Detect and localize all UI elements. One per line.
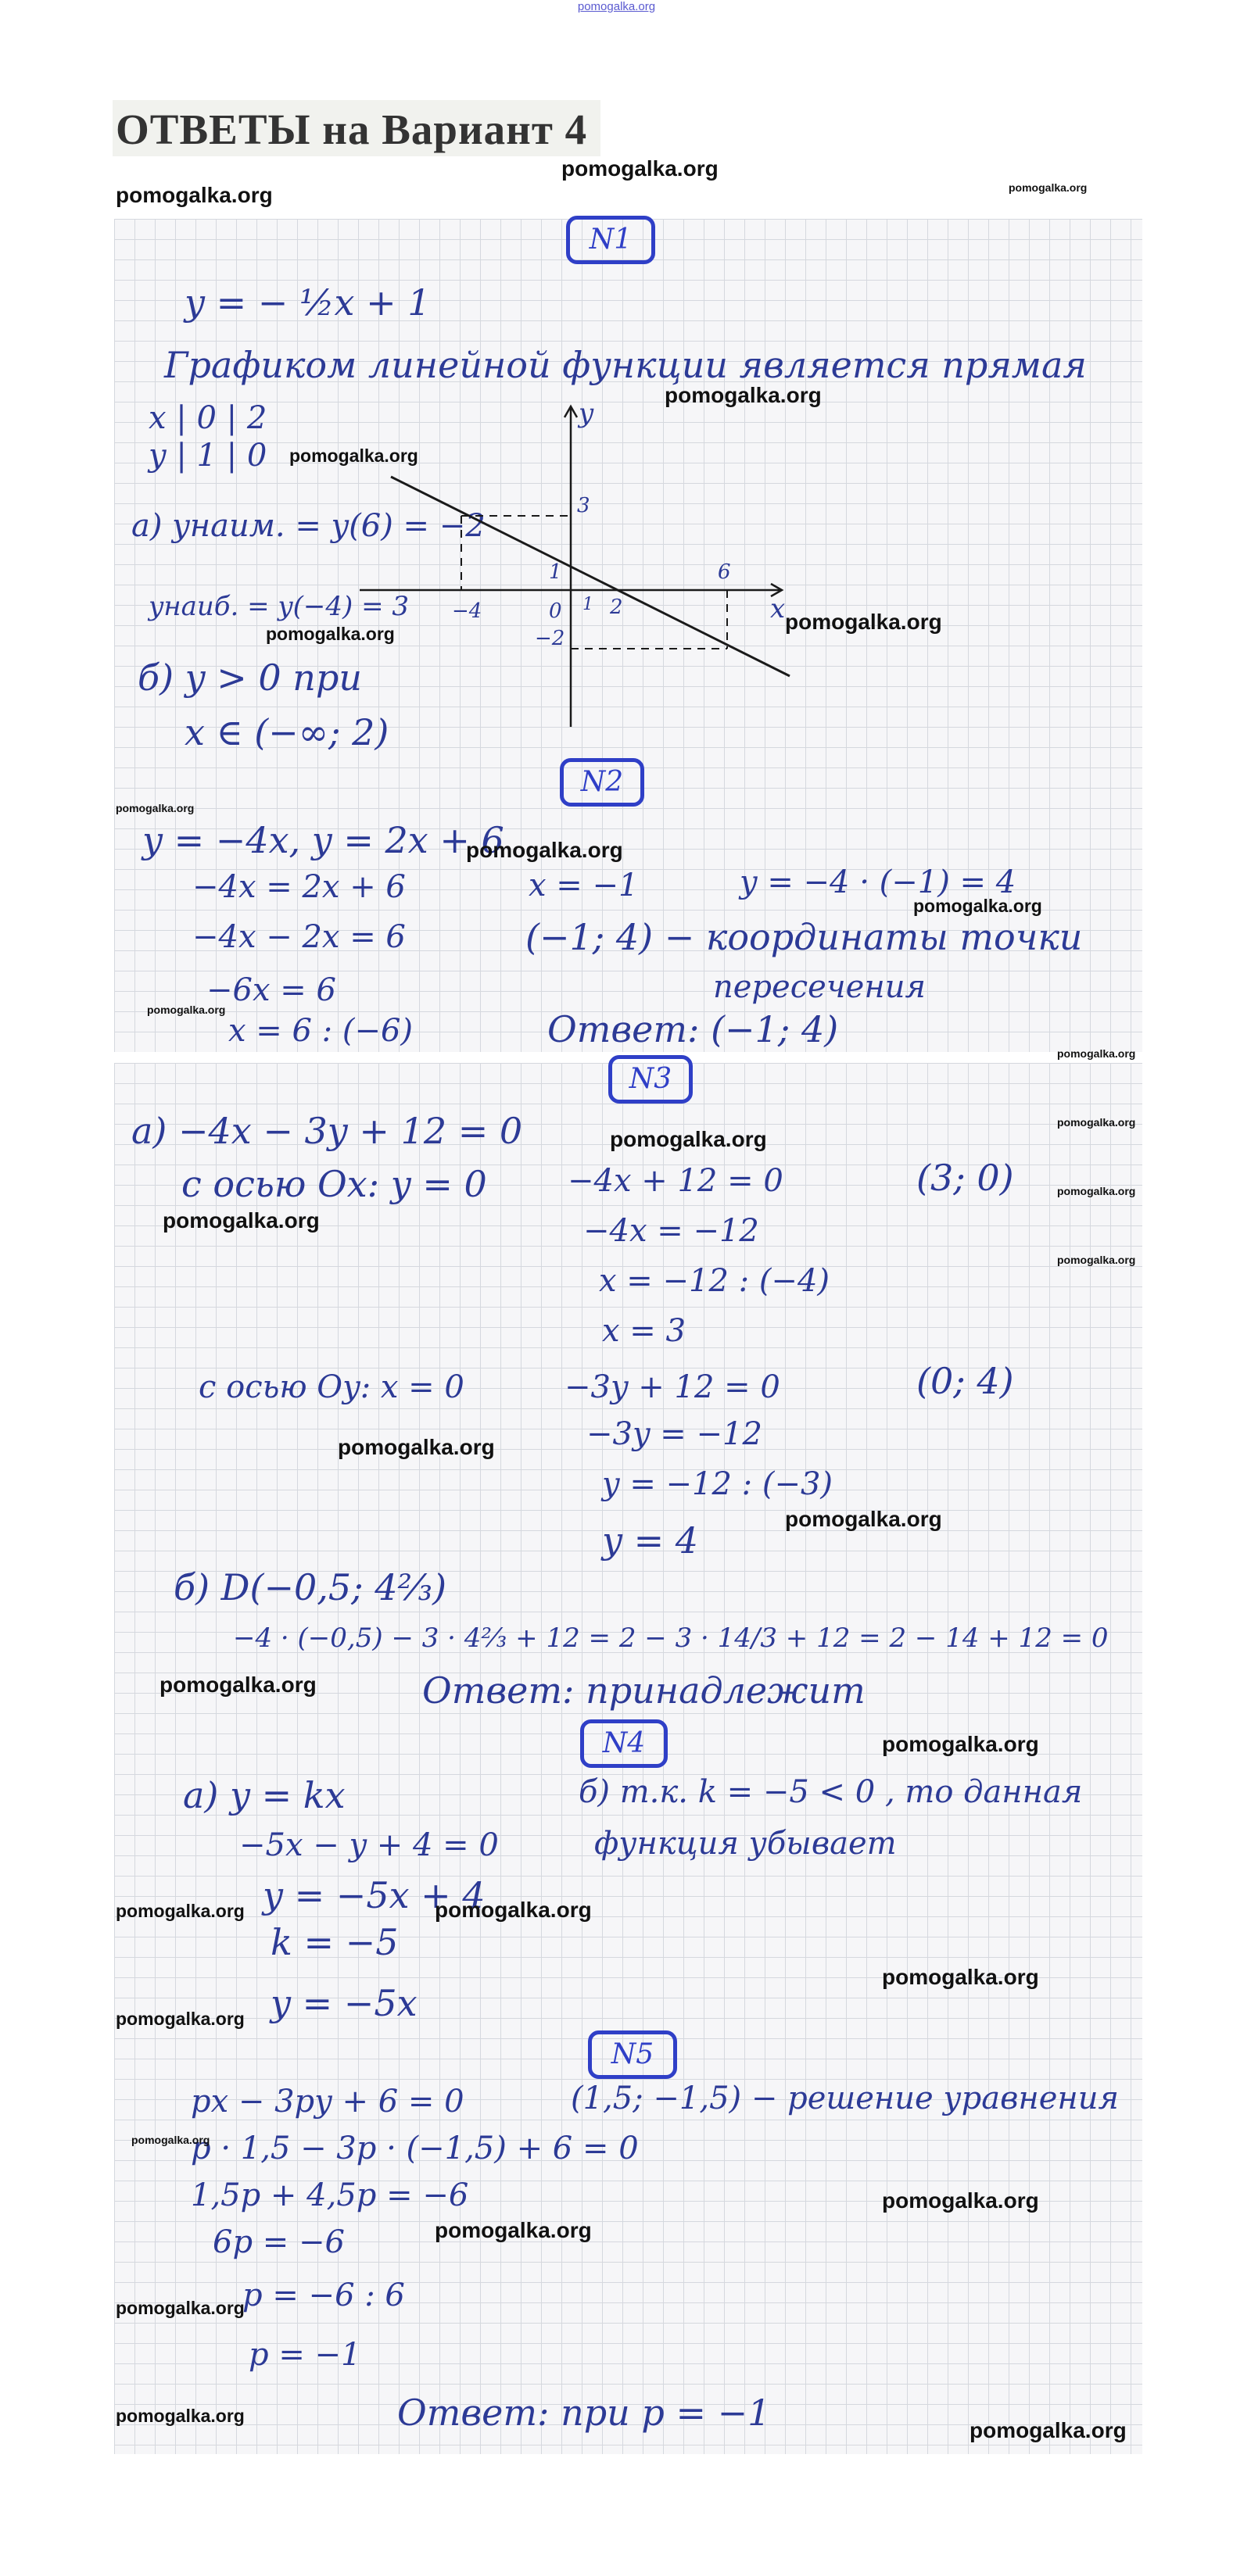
- graph-tick-neg4: −4: [452, 599, 482, 623]
- watermark: pomogalka.org: [163, 1208, 320, 1233]
- task-label-n5: N5: [588, 2030, 677, 2079]
- n4-b-line2: функция убывает: [594, 1826, 897, 1862]
- watermark: pomogalka.org: [785, 610, 942, 634]
- watermark: pomogalka.org: [160, 1673, 317, 1697]
- n3-a-line12: y = 4: [602, 1519, 699, 1562]
- n3-a-line5: x = −12 : (−4): [599, 1263, 830, 1299]
- graph-y-label: y: [579, 398, 594, 429]
- n4-a-line4: k = −5: [271, 1921, 399, 1963]
- watermark: pomogalka.org: [116, 802, 195, 814]
- graph-tick-origin: 0: [549, 599, 562, 623]
- watermark: pomogalka.org: [882, 2188, 1039, 2213]
- n3-a-line6: x = 3: [602, 1313, 686, 1349]
- n1-graph: [344, 391, 798, 735]
- watermark: pomogalka.org: [116, 2406, 245, 2426]
- graph-tick-x2: 2: [610, 596, 623, 619]
- watermark: pomogalka.org: [466, 838, 623, 862]
- n5-line5: 6p = −6: [213, 2224, 345, 2260]
- n1-part-a-line1: а) yнаим. = y(6) = −2: [131, 508, 486, 544]
- n2-line3: −4x − 2x = 6: [192, 919, 406, 955]
- n2-intersection-word: пересечения: [713, 969, 926, 1005]
- watermark: pomogalka.org: [610, 1127, 767, 1151]
- n5-answer: Ответ: при p = −1: [397, 2392, 771, 2434]
- watermark: pomogalka.org: [913, 896, 1042, 916]
- n3-point-y-axis: (0; 4): [916, 1360, 1014, 1402]
- watermark: pomogalka.org: [435, 2218, 592, 2242]
- graph-tick-x6: 6: [718, 560, 731, 584]
- site-link[interactable]: pomogalka.org: [577, 0, 656, 13]
- watermark: pomogalka.org: [882, 1732, 1039, 1756]
- n3-a-line2: с осью Ox: y = 0: [181, 1163, 487, 1205]
- n3-b-line1: б) D(−0,5; 4⅔): [174, 1566, 447, 1608]
- watermark: pomogalka.org: [1057, 1185, 1136, 1197]
- n3-a-line4: −4x = −12: [583, 1213, 759, 1249]
- n2-line1: y = −4x, y = 2x + 6: [142, 819, 504, 861]
- n5-line3: p · 1,5 − 3p · (−1,5) + 6 = 0: [191, 2131, 639, 2166]
- watermark: pomogalka.org: [1009, 181, 1088, 194]
- watermark: pomogalka.org: [289, 445, 418, 466]
- n2-answer: Ответ: (−1; 4): [547, 1008, 839, 1050]
- n1-table-y: y | 1 | 0: [149, 438, 267, 474]
- watermark: pomogalka.org: [882, 1965, 1039, 1989]
- n4-b-line1: б) т.к. k = −5 < 0 , то данная: [579, 1774, 1083, 1810]
- task-label-n4: N4: [580, 1719, 668, 1768]
- n2-line2: −4x = 2x + 6: [192, 869, 406, 905]
- n1-statement: Графиком линейной функции является прямая: [164, 344, 1087, 386]
- graph-tick-yneg2: −2: [535, 627, 565, 650]
- watermark: pomogalka.org: [1057, 1047, 1136, 1060]
- page-title: ОТВЕТЫ на Вариант 4: [116, 106, 588, 153]
- n4-a-line5: y = −5x: [271, 1982, 418, 2024]
- watermark: pomogalka.org: [785, 1507, 942, 1531]
- n2-line4: −6x = 6: [206, 972, 336, 1008]
- task-label-n1: N1: [566, 216, 655, 264]
- graph-x-label: x: [770, 593, 786, 624]
- n4-a-line3: y = −5x + 4: [263, 1874, 486, 1916]
- n1-part-b-line1: б) y > 0 при: [138, 657, 363, 699]
- graph-tick-y3: 3: [577, 494, 590, 517]
- n2-line5: x = 6 : (−6): [228, 1013, 414, 1049]
- n2-result-x: x = −1: [529, 868, 639, 903]
- n4-a-line2: −5x − y + 4 = 0: [239, 1827, 499, 1863]
- watermark: pomogalka.org: [561, 156, 719, 181]
- task-label-n2: N2: [560, 758, 644, 807]
- n1-equation: y = − ½x + 1: [185, 281, 431, 324]
- n3-a-line8: с осью Oy: x = 0: [199, 1369, 464, 1405]
- n1-part-a-line2: yнаиб. = y(−4) = 3: [149, 591, 410, 622]
- watermark: pomogalka.org: [665, 383, 822, 407]
- watermark: pomogalka.org: [147, 1004, 226, 1016]
- n1-part-b-line2: x ∈ (−∞; 2): [185, 711, 389, 753]
- n3-a-line3: −4x + 12 = 0: [568, 1163, 783, 1199]
- n3-a-line1: а) −4x − 3y + 12 = 0: [131, 1110, 523, 1152]
- n5-line1: px − 3py + 6 = 0: [191, 2084, 464, 2120]
- watermark: pomogalka.org: [1057, 1116, 1136, 1129]
- n3-b-line2: −4 · (−0,5) − 3 · 4⅔ + 12 = 2 − 3 · 14/3 + 12 = 2 − 14 + 12 = 0: [233, 1623, 1109, 1654]
- n5-line4: 1,5p + 4,5p = −6: [191, 2177, 469, 2213]
- n4-a-line1: а) y = kx: [183, 1774, 346, 1816]
- graph-tick-x1: 1: [582, 595, 593, 614]
- watermark: pomogalka.org: [116, 1901, 245, 1921]
- watermark: pomogalka.org: [266, 624, 395, 644]
- n3-answer: Ответ: принадлежит: [422, 1669, 866, 1712]
- watermark: pomogalka.org: [970, 2418, 1127, 2442]
- watermark: pomogalka.org: [116, 183, 273, 207]
- watermark: pomogalka.org: [116, 2009, 245, 2029]
- watermark: pomogalka.org: [116, 2298, 245, 2318]
- watermark: pomogalka.org: [435, 1898, 592, 1922]
- watermark: pomogalka.org: [338, 1435, 495, 1459]
- n3-a-line10: −3y = −12: [586, 1416, 762, 1452]
- n5-line6: p = −6 : 6: [242, 2277, 405, 2313]
- graph-tick-y1: 1: [549, 560, 562, 584]
- n1-table-x: x | 0 | 2: [149, 400, 267, 436]
- n2-result-y: y = −4 · (−1) = 4: [740, 864, 1016, 900]
- n3-a-line9: −3y + 12 = 0: [565, 1369, 780, 1405]
- n3-a-line11: y = −12 : (−3): [602, 1466, 833, 1502]
- n5-line7: p = −1: [249, 2337, 361, 2373]
- watermark: pomogalka.org: [1057, 1254, 1136, 1266]
- task-label-n3: N3: [608, 1055, 693, 1104]
- watermark: pomogalka.org: [131, 2134, 210, 2146]
- n5-line2: (1,5; −1,5) − решение уравнения: [571, 2080, 1119, 2116]
- n2-coordinates: (−1; 4) − координаты точки: [525, 916, 1083, 958]
- n3-point-x-axis: (3; 0): [916, 1157, 1014, 1199]
